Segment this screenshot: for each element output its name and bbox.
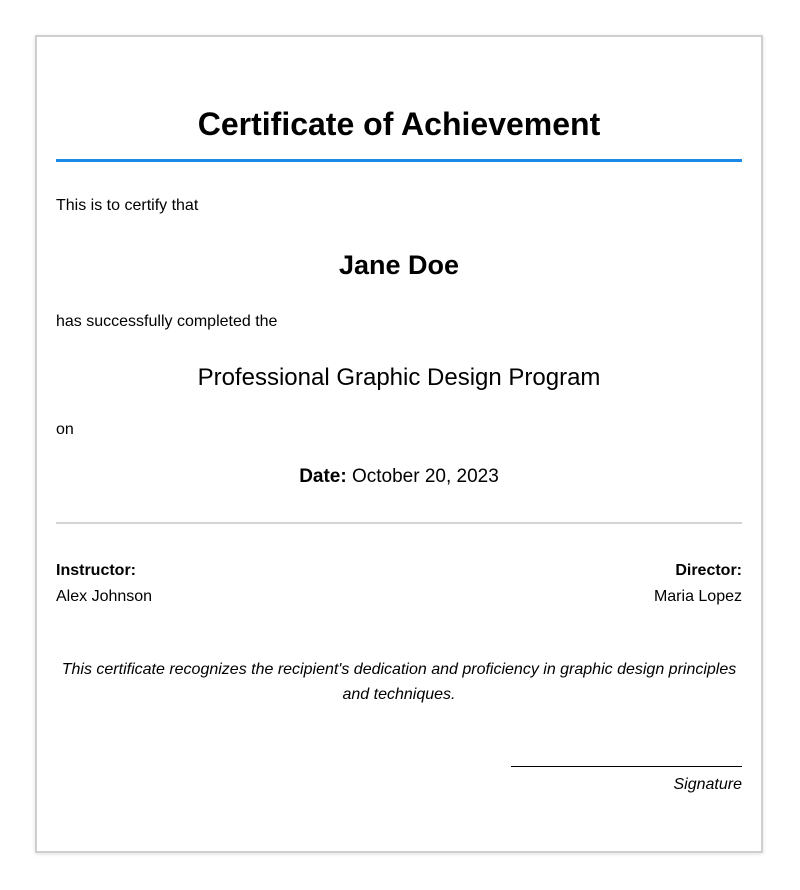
instructor-block [56,558,152,610]
title-underline [56,159,742,162]
certificate-statement: This certificate recognizes the recipient's dedication and proficiency in graphic design principles and techniques. [61,661,737,703]
on-text: on [56,421,74,438]
recipient-name: Jane Doe [338,250,460,280]
completed-text: has successfully completed the [56,313,278,330]
instructor-name: Alex Johnson [56,588,153,605]
certificate-card [35,35,763,853]
program-name: Professional Graphic Design Program [197,364,601,391]
date-row [56,465,742,489]
intro-text: This is to certify that [56,197,199,214]
section-divider [56,522,742,524]
date-label: Date: [299,466,347,487]
signature-line [511,766,742,767]
certificate-title: Certificate of Achievement [197,106,601,142]
director-block [654,558,742,610]
certificate-content [56,37,742,851]
instructor-role: Instructor: [56,562,136,579]
signature-label: Signature [673,776,742,793]
date-value: October 20, 2023 [346,466,499,487]
director-name: Maria Lopez [653,588,742,605]
director-role: Director: [675,562,742,579]
